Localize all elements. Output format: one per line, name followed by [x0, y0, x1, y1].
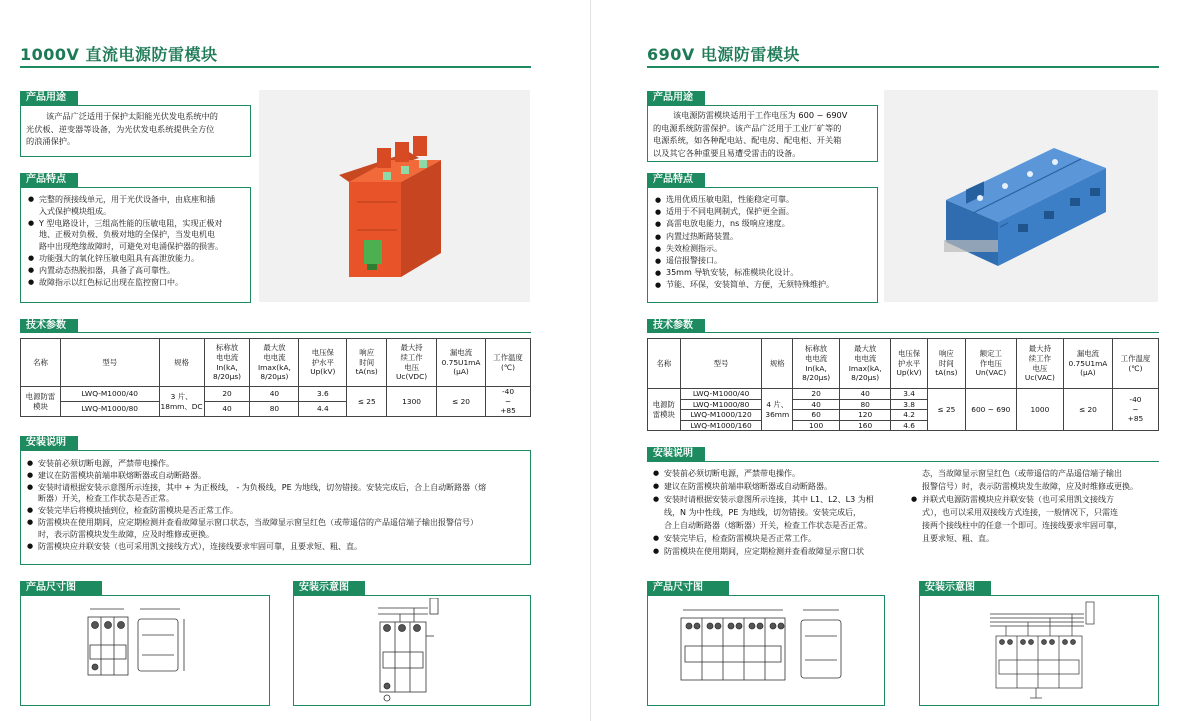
list-item: ● 内置过热断路装置。 — [655, 231, 877, 243]
list-item: 式），也可以采用双接线方式连接，一般情况下，只需连 — [922, 508, 1118, 517]
col-imax: 最大放 电电流 Imax(kA, 8/20μs) — [250, 339, 299, 387]
list-item: ● 安装前必须切断电源，严禁带电操作。 — [653, 467, 909, 480]
col-up: 电压保 护水平 Up(kV) — [299, 339, 347, 387]
list-item: ● 建议在防雷模块前端串联熔断器或自动断路器。 — [653, 480, 909, 493]
cell-in: 20 — [204, 387, 250, 402]
list-item: ● 安装时请根据安装示意图所示连接，其中 L1、L2、L3 为相 — [653, 493, 909, 506]
col-response: 响应 时间 tA(ns) — [927, 339, 965, 389]
dim-heading: 产品尺寸图 — [20, 581, 102, 595]
cell-leak: ≤ 20 — [437, 387, 486, 417]
tech-heading: 技术参数 — [20, 319, 78, 333]
cell-imax: 40 — [840, 389, 891, 400]
list-item: ● 防雷模块应并联安装（也可采用凯文接线方式），连接线要求牢固可靠，且要求短、粗、直。 — [27, 541, 527, 553]
cell-model: LWQ-M1000/40 — [680, 389, 762, 400]
install-rule — [647, 461, 1159, 462]
col-uc: 最大持 续工作 电压 Uc(VDC) — [387, 339, 437, 387]
usage-line: 该电源防雷模块适用于工作电压为 600 ~ 690V — [673, 110, 848, 120]
cell-up: 4.4 — [299, 402, 347, 417]
table-row — [21, 387, 531, 402]
list-item: ● 内置动态热脱扣器，具备了高可靠性。 — [28, 265, 250, 277]
list-item: ● 选用优质压敏电阻，性能稳定可靠。 — [655, 194, 877, 206]
cell-name: 电源防 雷模块 — [648, 389, 681, 431]
cell-uc: 1000 — [1016, 389, 1063, 431]
cell-temp: -40 ~ +85 — [1112, 389, 1158, 431]
cell-up: 4.6 — [891, 420, 928, 431]
install-heading: 安装说明 — [20, 436, 78, 450]
cell-response: ≤ 25 — [927, 389, 965, 431]
col-in: 标称放 电电流 In(kA, 8/20μs) — [793, 339, 840, 389]
features-list — [655, 194, 877, 292]
features-heading: 产品特点 — [647, 173, 705, 187]
col-spec: 规格 — [159, 339, 204, 387]
cell-spec: 4 片、 36mm — [762, 389, 793, 431]
cell-model: LWQ-M1000/40 — [60, 387, 159, 402]
cell-up: 3.8 — [891, 399, 928, 410]
col-up: 电压保 护水平 Up(kV) — [891, 339, 928, 389]
list-item: 合上自动断路器（熔断器）开关，检查工作状态是否正常。 — [664, 521, 872, 530]
cell-in: 20 — [793, 389, 840, 400]
blue-module-image — [884, 90, 1158, 302]
col-response: 响应 时间 tA(ns) — [347, 339, 387, 387]
cell-temp: -40 ~ +85 — [485, 387, 530, 417]
cell-model: LWQ-M1000/160 — [680, 420, 762, 431]
cell-imax: 80 — [250, 402, 299, 417]
title-rule — [20, 66, 531, 68]
diagram-heading: 安装示意图 — [919, 581, 991, 595]
list-item: 入式保护模块组成。 — [39, 206, 111, 216]
list-item: 接两个接线柱中的任意一个即可。连接线要求牢固可靠， — [922, 521, 1122, 530]
cell-imax: 160 — [840, 420, 891, 431]
cell-in: 40 — [793, 399, 840, 410]
product-photo — [884, 90, 1158, 302]
tech-heading: 技术参数 — [647, 319, 705, 333]
list-item: 路中出现绝缘故障时，可避免对电涌保护器的损害。 — [39, 242, 223, 252]
install-list — [653, 467, 909, 558]
red-module-image — [259, 90, 530, 302]
diagram-heading: 安装示意图 — [293, 581, 365, 595]
col-imax: 最大放 电电流 Imax(kA, 8/20μs) — [840, 339, 891, 389]
list-item: ● 安装前必须切断电源，严禁带电操作。 — [27, 458, 527, 470]
dim-heading: 产品尺寸图 — [647, 581, 729, 595]
list-item: 线，N 为中性线，PE 为地线，切勿错接。安装完成后， — [664, 508, 861, 517]
cell-in: 60 — [793, 410, 840, 421]
col-name: 名称 — [21, 339, 61, 387]
table-header-row — [21, 339, 531, 387]
cell-model: LWQ-M1000/120 — [680, 410, 762, 421]
list-item: ● 故障指示以红色标记出现在监控窗口中。 — [28, 277, 250, 289]
list-item: ● 并联式电源防雷模块应并联安装（也可采用凯文接线方 — [911, 493, 1157, 506]
col-model: 型号 — [680, 339, 762, 389]
list-item: ● 高雷电放电能力，ns 级响应速度。 — [655, 218, 877, 230]
cell-name: 电源防雷 模块 — [21, 387, 61, 417]
usage-line: 光伏板、逆变器等设备，为光伏发电系统提供全方位 — [26, 123, 215, 134]
install-list-continued — [911, 467, 1157, 545]
table-header-row — [648, 339, 1159, 389]
cell-response: ≤ 25 — [347, 387, 387, 417]
usage-heading: 产品用途 — [647, 91, 705, 105]
product-photo — [259, 90, 530, 302]
list-item: ● 遥信报警接口。 — [655, 255, 877, 267]
usage-heading: 产品用途 — [20, 91, 78, 105]
col-in: 标称放 电电流 In(kA, 8/20μs) — [204, 339, 250, 387]
features-heading: 产品特点 — [20, 173, 78, 187]
col-leak: 漏电流 0.75U1mA (μA) — [437, 339, 486, 387]
cell-imax: 80 — [840, 399, 891, 410]
list-item: ● 防雷模块在使用期间，应定期检测并查看故障显示窗口状 — [653, 545, 909, 558]
usage-line: 以及其它各种重要且易遭受雷击的设备。 — [653, 147, 801, 158]
list-item: 时，表示防雷模块发生故障，应及时维修或更换。 — [38, 529, 214, 539]
list-item: ● 完整的预接线单元，用于光伏设备中，由底座和插 — [28, 194, 250, 206]
tech-table — [647, 338, 1159, 431]
cell-uc: 1300 — [387, 387, 437, 417]
cell-leak: ≤ 20 — [1063, 389, 1112, 431]
cell-imax: 120 — [840, 410, 891, 421]
col-temp: 工作温度 (℃) — [1112, 339, 1158, 389]
wiring-diagram — [370, 598, 450, 704]
list-item: 且要求短、粗、直。 — [922, 534, 994, 543]
right-page — [590, 0, 1180, 721]
cell-model: LWQ-M1000/80 — [60, 402, 159, 417]
usage-line: 电源系统，如各种配电站、配电房、配电柜、开关箱 — [653, 135, 842, 145]
col-model: 型号 — [60, 339, 159, 387]
list-item: ● 适用于不同电网制式，保护更全面。 — [655, 206, 877, 218]
cell-in: 40 — [204, 402, 250, 417]
tech-table — [20, 338, 531, 417]
page-title: 690V 电源防雷模块 — [647, 45, 800, 64]
cell-un: 600 ~ 690 — [965, 389, 1016, 431]
list-item: ● 安装时请根据安装示意图所示连接，其中 + 为正极线， - 为负极线，PE 为地线，切勿错接。安装完成后，合上自动断路器（熔 — [27, 482, 527, 494]
dimension-drawing — [80, 605, 200, 700]
list-item: ● 35mm 导轨安装，标准模块化设计。 — [655, 267, 877, 279]
features-list — [28, 194, 250, 288]
cell-up: 3.6 — [299, 387, 347, 402]
list-item: 报警信号）时，表示防雷模块发生故障，应及时维修或更换。 — [922, 482, 1138, 491]
page-title: 1000V 直流电源防雷模块 — [20, 45, 218, 64]
install-heading: 安装说明 — [647, 447, 705, 461]
col-un: 额定工 作电压 Un(VAC) — [965, 339, 1016, 389]
dimension-drawing — [671, 606, 871, 698]
col-uc: 最大持 续工作 电压 Uc(VAC) — [1016, 339, 1063, 389]
list-item: 地、正极对负极、负极对地的全保护，当发电机电 — [39, 230, 215, 240]
list-item: ● 安装完毕后将模块插到位，检查防雷模块是否正常工作。 — [27, 505, 527, 517]
list-item: 态，当故障显示窗呈红色（或带遥信的产品遥信端子输出 — [922, 469, 1122, 478]
cell-spec: 3 片、 18mm、DC — [159, 387, 204, 417]
wiring-diagram — [986, 600, 1106, 704]
tech-rule — [647, 332, 1159, 333]
list-item: ● Y 型电路设计，三组高性能的压敏电阻，实现正极对 — [28, 218, 250, 230]
list-item: ● 防雷模块在使用期间，应定期检测并查看故障显示窗口状态，当故障显示窗呈红色（或带遥信的产品遥信端子输出报警信号） — [27, 517, 527, 529]
cell-imax: 40 — [250, 387, 299, 402]
tech-rule — [20, 332, 531, 333]
list-item: ● 建议在防雷模块前端串联熔断器或自动断路器。 — [27, 470, 527, 482]
usage-text — [26, 110, 250, 148]
cell-in: 100 — [793, 420, 840, 431]
list-item: ● 节能、环保，安装简单、方便，无须特殊维护。 — [655, 279, 877, 291]
cell-model: LWQ-M1000/80 — [680, 399, 762, 410]
title-rule — [647, 66, 1159, 68]
install-list — [27, 458, 527, 552]
col-temp: 工作温度 (℃) — [485, 339, 530, 387]
list-item: 断器）开关，检查工作状态是否正常。 — [38, 494, 174, 504]
usage-line: 的电源系统防雷保护。该产品广泛用于工业厂矿等的 — [653, 122, 842, 133]
col-name: 名称 — [648, 339, 681, 389]
col-spec: 规格 — [762, 339, 793, 389]
usage-line: 的浪涌保护。 — [26, 136, 76, 146]
usage-line: 该产品广泛适用于保护太阳能光伏发电系统中的 — [46, 111, 218, 121]
list-item: ● 功能强大的氧化锌压敏电阻具有高泄放能力。 — [28, 253, 250, 265]
usage-text — [653, 109, 877, 159]
list-item: ● 失效检测指示。 — [655, 243, 877, 255]
col-leak: 漏电流 0.75U1mA (μA) — [1063, 339, 1112, 389]
list-item: ● 安装完毕后，检查防雷模块是否正常工作。 — [653, 532, 909, 545]
table-row — [648, 389, 1159, 400]
cell-up: 3.4 — [891, 389, 928, 400]
cell-up: 4.2 — [891, 410, 928, 421]
